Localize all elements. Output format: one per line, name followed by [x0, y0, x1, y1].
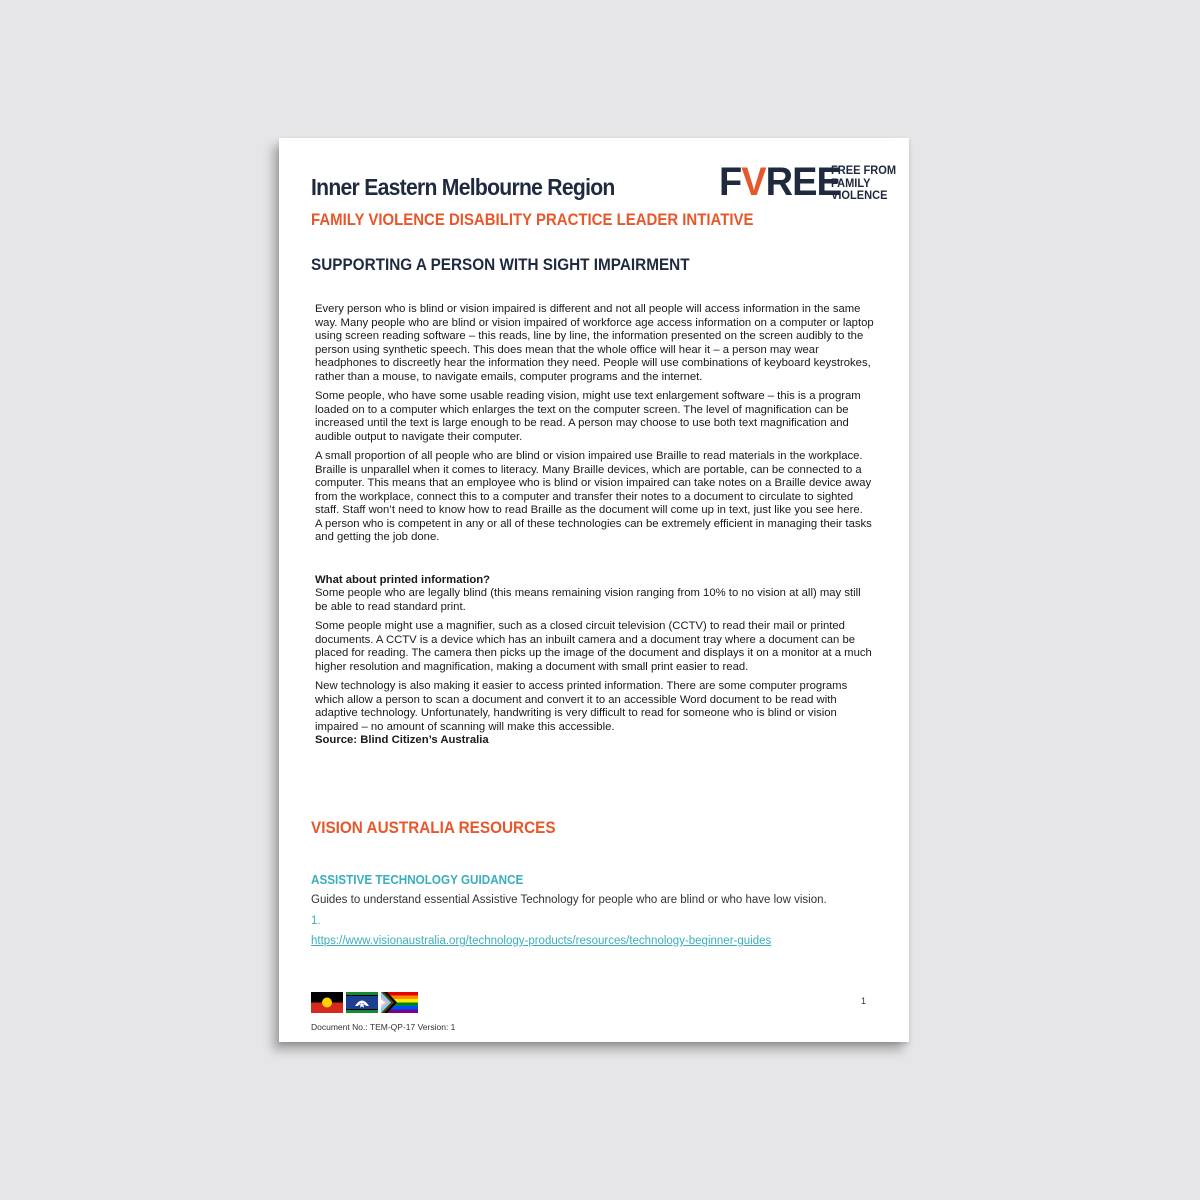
initiative-subtitle: FAMILY VIOLENCE DISABILITY PRACTICE LEADER INTIATIVE — [311, 210, 754, 229]
page-heading: SUPPORTING A PERSON WITH SIGHT IMPAIRMENT — [311, 255, 690, 274]
paragraph-screen-readers: Every person who is blind or vision impaired is different and not all people will access information in the same way. Many people who are blind or vision impaired of workforce age access information on a computer or laptop using screen reading software – this reads, line by line, the information presented on the screen audibly to the person using synthetic speech. This does mean that the whole office will hear it – a person may wear headphones to discreetly hear the information they need. People will use combinations of keyboard keystrokes, rather than a mouse, to navigate emails, computer programs and the internet. — [315, 303, 874, 383]
logo-mark — [719, 162, 841, 202]
progress-pride-flag-icon — [381, 992, 418, 1013]
logo-tagline-line3: VIOLENCE — [831, 188, 888, 202]
region-title: Inner Eastern Melbourne Region — [311, 174, 615, 200]
document-page — [279, 138, 909, 1042]
document-number: Document No.: TEM-QP-17 Version: 1 — [311, 1022, 456, 1032]
list-number: 1. — [311, 915, 321, 927]
fvree-logo — [719, 160, 899, 204]
paragraph-legally-blind: Some people who are legally blind (this means remaining vision ranging from 10% to no vision at all) may still be able to read standard print. — [315, 587, 861, 613]
aboriginal-flag-icon — [311, 992, 343, 1013]
logo-mark-rest: REE — [765, 160, 841, 204]
logo-tagline — [831, 164, 896, 202]
beginner-guides-link[interactable]: https://www.visionaustralia.org/technology-products/resources/technology-beginner-guides — [311, 935, 772, 947]
paragraph-magnifier: Some people might use a magnifier, such as a closed circuit television (CCTV) to read their mail or printed documents. A CCTV is a device which has an inbuilt camera and a document tray where a document can be placed for reading. The camera then picks up the image of the document and displays it on a monitor at a much higher resolution and magnification, making a document with small print easier to read. — [315, 620, 872, 673]
paragraph-braille: A small proportion of all people who are blind or vision impaired use Braille to read materials in the workplace. Braille is unparallel when it comes to literacy. Many Braille devices, which are portable, can be connected to a computer. This means that an employee who is blind or vision impaired can take notes on a Braille device away from the workplace, connect this to a computer and transfer their notes to a document to circulate to sighted staff. Staff won’t need to know how to read Braille as the document will come up in text, just like you see here. — [315, 450, 872, 516]
paragraph-text-enlargement: Some people, who have some usable reading vision, might use text enlargement software – this is a program loaded on to a computer which enlarges the text on the computer screen. The level of magnification can be increased until the text is large enough to be read. A person may choose to use both text magnification and audible output to navigate their computer. — [315, 390, 861, 443]
page-number: 1 — [861, 996, 867, 1006]
document-body — [315, 303, 875, 754]
guidance-title: ASSISTIVE TECHNOLOGY GUIDANCE — [311, 872, 524, 887]
logo-tagline-line1: FREE FROM — [831, 163, 897, 177]
guidance-description: Guides to understand essential Assistive Technology for people who are blind or who have low vision. — [311, 894, 827, 906]
source-citation: Source: Blind Citizen’s Australia — [315, 734, 489, 746]
paragraph-new-technology: New technology is also making it easier to access printed information. There are some computer programs which allow a person to scan a document and convert it to an accessible Word document to be read with adaptive technology. Unfortunately, handwriting is very difficult to read for someone who is blind or vision impaired – no amount of scanning will make this accessible. — [315, 680, 848, 733]
logo-tagline-line2: FAMILY — [831, 175, 871, 190]
logo-mark-f: F — [719, 160, 742, 204]
torres-strait-islander-flag-icon — [346, 992, 378, 1013]
flags-row — [311, 992, 418, 1014]
paragraph-efficiency: A person who is competent in any or all of these technologies can be extremely efficient in managing their tasks and getting the job done. — [315, 517, 872, 543]
logo-mark-v: V — [741, 160, 766, 204]
printed-info-heading: What about printed information? — [315, 573, 491, 586]
resources-title: VISION AUSTRALIA RESOURCES — [311, 818, 556, 837]
